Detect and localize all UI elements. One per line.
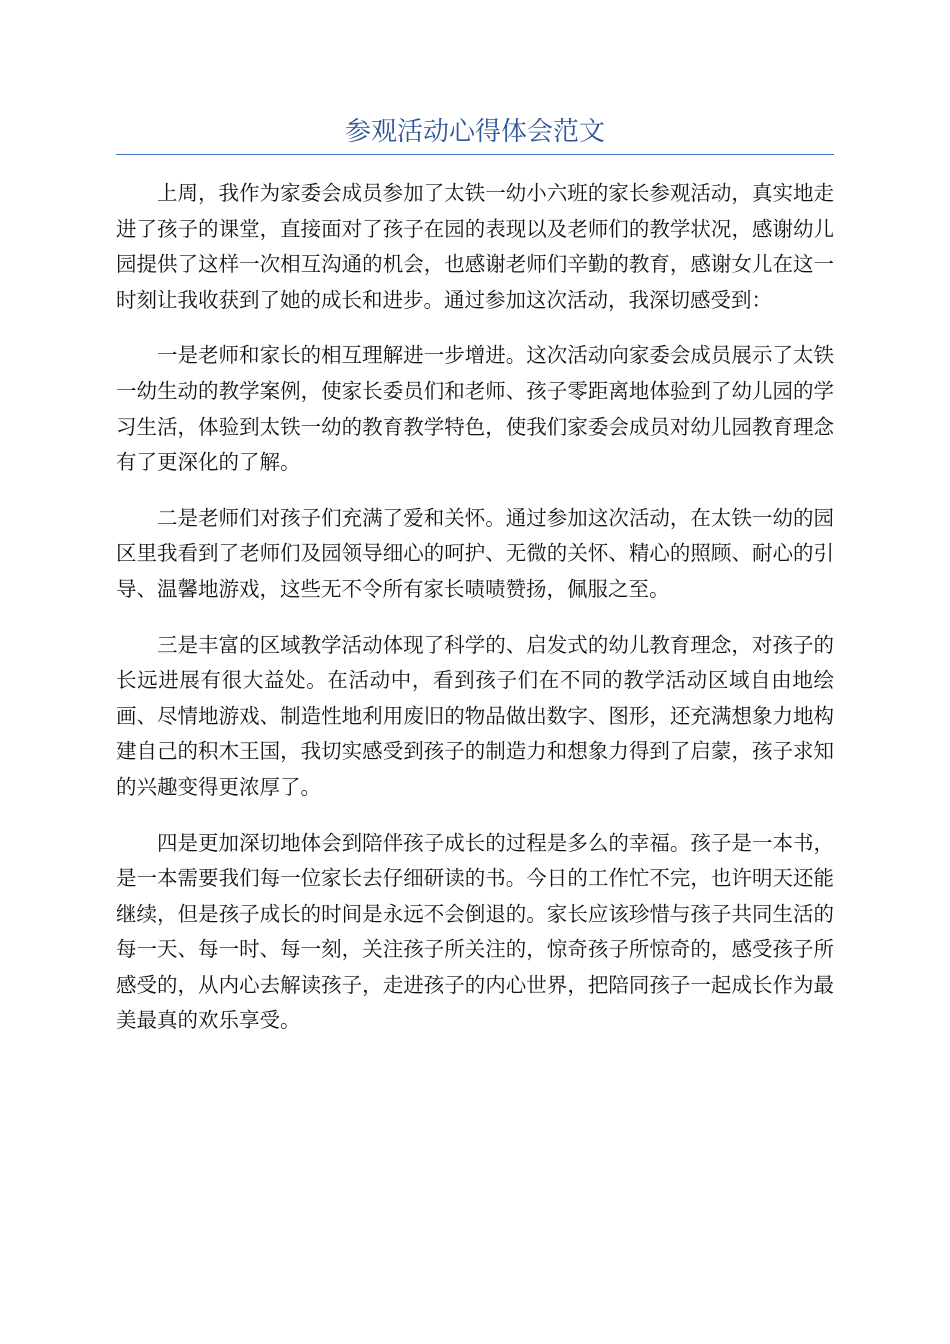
document-body — [116, 176, 834, 1059]
document-title: 参观活动心得体会范文 — [344, 117, 605, 147]
paragraph-5: 四是更加深切地体会到陪伴孩子成长的过程是多么的幸福。孩子是一本书，是一本需要我们每一位家长去仔细研读的书。今日的工作忙不完，也许明天还能继续，但是孩子成长的时间是永远不会倒退的。家长应该珍惜与孩子共同生活的每一天、每一时、每一刻，关注孩子所关注的，惊奇孩子所惊奇的，感受孩子所感受的，从内心去解读孩子，走进孩子的内心世界，把陪同孩子一起成长作为最美最真的欢乐享受。 — [116, 830, 834, 1033]
title-underline — [116, 154, 834, 155]
paragraph-1: 上周，我作为家委会成员参加了太铁一幼小六班的家长参观活动，真实地走进了孩子的课堂，直接面对了孩子在园的表现以及老师们的教学状况，感谢幼儿园提供了这样一次相互沟通的机会，也感谢老师们辛勤的教育，感谢女儿在这一时刻让我收获到了她的成长和进步。通过参加这次活动，我深切感受到： — [116, 181, 834, 312]
paragraph-4: 三是丰富的区域教学活动体现了科学的、启发式的幼儿教育理念，对孩子的长远进展有很大益处。在活动中，看到孩子们在不同的教学活动区域自由地绘画、尽情地游戏、制造性地利用废旧的物品做出数字、图形，还充满想象力地构建自己的积木王国，我切实感受到孩子的制造力和想象力得到了启蒙，孩子求知的兴趣变得更浓厚了。 — [116, 632, 834, 799]
paragraph-2: 一是老师和家长的相互理解进一步增进。这次活动向家委会成员展示了太铁一幼生动的教学案例，使家长委员们和老师、孩子零距离地体验到了幼儿园的学习生活，体验到太铁一幼的教育教学特色，使我们家委会成员对幼儿园教育理念有了更深化的了解。 — [116, 343, 834, 475]
document-page — [116, 0, 834, 1344]
paragraph-3: 二是老师们对孩子们充满了爱和关怀。通过参加这次活动，在太铁一幼的园区里我看到了老师们及园领导细心的呵护、无微的关怀、精心的照顾、耐心的引导、温馨地游戏，这些无不令所有家长啧啧赞扬，佩服之至。 — [116, 505, 834, 601]
